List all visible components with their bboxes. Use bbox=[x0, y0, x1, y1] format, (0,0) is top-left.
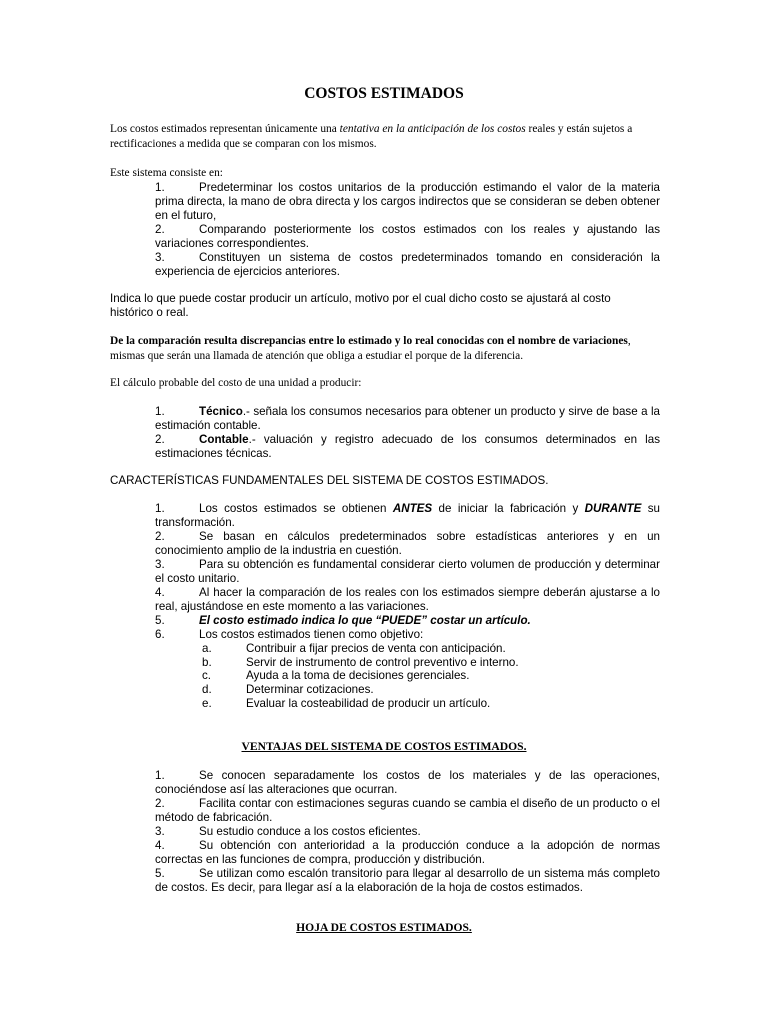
item-bold: Técnico bbox=[199, 405, 243, 418]
item-text: Su obtención con anterioridad a la producción conduce a la adopción de normas correctas en las funciones de compra, producción y distribución. bbox=[155, 839, 660, 866]
item-number: 6. bbox=[155, 628, 165, 641]
item-letter: c. bbox=[202, 669, 212, 683]
item-text: Servir de instrumento de control preventivo e interno. bbox=[246, 655, 519, 669]
list-item bbox=[155, 797, 660, 825]
list-item bbox=[155, 839, 660, 867]
item-text: Al hacer la comparación de los reales con los estimados siempre deberán ajustarse a lo real, ajustándose en este momento a las variaciones. bbox=[155, 586, 660, 613]
item-text: Facilita contar con estimaciones seguras cuando se cambia el diseño de un producto o el método de fabricación. bbox=[155, 797, 660, 824]
list-item bbox=[155, 433, 660, 461]
item-text: su transformación. bbox=[155, 502, 660, 529]
list-item bbox=[202, 697, 602, 711]
item-text: de iniciar la fabricación y bbox=[432, 502, 585, 515]
item-text: Evaluar la costeabilidad de producir un artículo. bbox=[246, 696, 491, 710]
system-intro: Este sistema consiste en: bbox=[110, 167, 223, 179]
item-number: 2. bbox=[155, 223, 165, 236]
hoja-title: HOJA DE COSTOS ESTIMADOS. bbox=[296, 921, 472, 934]
item-text: Se utilizan como escalón transitorio para llegar al desarrollo de un sistema más completo de costos. Es decir, para llegar así a la elaboración de la hoja de costos estimados. bbox=[155, 867, 660, 894]
comparacion-paragraph bbox=[110, 334, 660, 364]
list-item bbox=[155, 502, 660, 530]
list-item bbox=[155, 530, 660, 558]
item-letter: e. bbox=[202, 696, 212, 710]
intro-italic: tentativa en la anticipación de los costos bbox=[339, 123, 526, 135]
item-number: 1. bbox=[155, 502, 165, 515]
item-text: Contribuir a fijar precios de venta con anticipación. bbox=[246, 642, 506, 655]
item-number: 2. bbox=[155, 433, 165, 446]
item-letter: b. bbox=[202, 655, 212, 669]
comparacion-bold: De la comparación resulta discrepancias entre lo estimado y lo real conocidas con el nombre de variaciones bbox=[110, 335, 628, 347]
list-item bbox=[155, 614, 660, 628]
calculo-intro: El cálculo probable del costo de una unidad a producir: bbox=[110, 377, 362, 389]
item-emphasis: DURANTE bbox=[584, 502, 642, 515]
list-item bbox=[155, 181, 660, 223]
item-text: Comparando posteriormente los costos estimados con los reales y ajustando las variaciones correspondientes. bbox=[155, 223, 660, 250]
item-number: 5. bbox=[155, 867, 165, 880]
calculo-list bbox=[155, 405, 660, 461]
comparacion-rest: , mismas que serán una llamada de atención que obliga a estudiar el porque de la diferencia. bbox=[110, 335, 631, 362]
caracteristicas-list bbox=[155, 502, 660, 642]
list-item bbox=[155, 628, 660, 642]
caracteristicas-title: CARACTERÍSTICAS FUNDAMENTALES DEL SISTEMA DE COSTOS ESTIMADOS. bbox=[110, 474, 549, 487]
item-text: Se conocen separadamente los costos de los materiales y de las operaciones, conociéndose así las alteraciones que ocurran. bbox=[155, 769, 660, 796]
item-number: 2. bbox=[155, 530, 165, 543]
system-list bbox=[155, 181, 660, 279]
list-item bbox=[155, 586, 660, 614]
item-text: .- valuación y registro adecuado de los consumos determinados en las estimaciones técnicas. bbox=[155, 433, 660, 460]
list-item bbox=[202, 642, 602, 656]
item-text: Determinar cotizaciones. bbox=[246, 683, 374, 697]
item-emphasis: El costo estimado indica lo que “PUEDE” costar un artículo. bbox=[199, 614, 531, 627]
intro-before: Los costos estimados representan únicamente una bbox=[110, 123, 340, 135]
item-text: Constituyen un sistema de costos predeterminados tomando en consideración la experiencia de ejercicios anteriores. bbox=[155, 251, 660, 278]
item-number: 4. bbox=[155, 839, 165, 852]
item-number: 2. bbox=[155, 797, 165, 810]
item-text: Los costos estimados se obtienen bbox=[199, 502, 393, 515]
indica-paragraph: Indica lo que puede costar producir un artículo, motivo por el cual dicho costo se ajustará al costo histórico o real. bbox=[110, 292, 611, 319]
item-number: 1. bbox=[155, 405, 165, 418]
ventajas-list bbox=[155, 769, 660, 895]
item-number: 1. bbox=[155, 769, 165, 782]
list-item bbox=[202, 656, 602, 670]
objetivos-list bbox=[202, 642, 602, 711]
item-number: 5. bbox=[155, 614, 165, 627]
list-item bbox=[155, 825, 660, 839]
list-item bbox=[202, 683, 602, 697]
intro-after: reales y están sujetos a rectificaciones a medida que se comparan con los mismos. bbox=[110, 123, 633, 150]
list-item bbox=[155, 558, 660, 586]
item-text: Los costos estimados tienen como objetivo: bbox=[199, 628, 424, 641]
item-text: Se basan en cálculos predeterminados sobre estadísticas anteriores y en un conocimiento amplio de la industria en cuestión. bbox=[155, 530, 660, 557]
item-bold: Contable bbox=[199, 433, 249, 446]
item-letter: d. bbox=[202, 683, 212, 697]
intro-paragraph bbox=[110, 122, 660, 152]
list-item bbox=[155, 405, 660, 433]
list-item bbox=[155, 867, 660, 895]
list-item bbox=[155, 251, 660, 279]
list-item bbox=[155, 769, 660, 797]
list-item bbox=[202, 669, 602, 683]
item-text: Su estudio conduce a los costos eficientes. bbox=[199, 825, 421, 838]
item-number: 3. bbox=[155, 558, 165, 571]
item-text: .- señala los consumos necesarios para obtener un producto y sirve de base a la estimación contable. bbox=[155, 405, 660, 432]
item-text: Para su obtención es fundamental considerar cierto volumen de producción y determinar el costo unitario. bbox=[155, 558, 660, 585]
item-emphasis: ANTES bbox=[392, 502, 433, 515]
list-item bbox=[155, 223, 660, 251]
item-number: 3. bbox=[155, 251, 165, 264]
ventajas-title: VENTAJAS DEL SISTEMA DE COSTOS ESTIMADOS. bbox=[241, 740, 527, 753]
item-number: 1. bbox=[155, 181, 165, 194]
page-title: COSTOS ESTIMADOS bbox=[304, 85, 464, 102]
item-number: 3. bbox=[155, 825, 165, 838]
item-number: 4. bbox=[155, 586, 165, 599]
item-letter: a. bbox=[202, 642, 212, 655]
item-text: Ayuda a la toma de decisiones gerenciales. bbox=[246, 669, 470, 683]
item-text: Predeterminar los costos unitarios de la producción estimando el valor de la materia prima directa, la mano de obra directa y los cargos indirectos que se consideran se deben obtener en el futuro, bbox=[155, 181, 660, 222]
